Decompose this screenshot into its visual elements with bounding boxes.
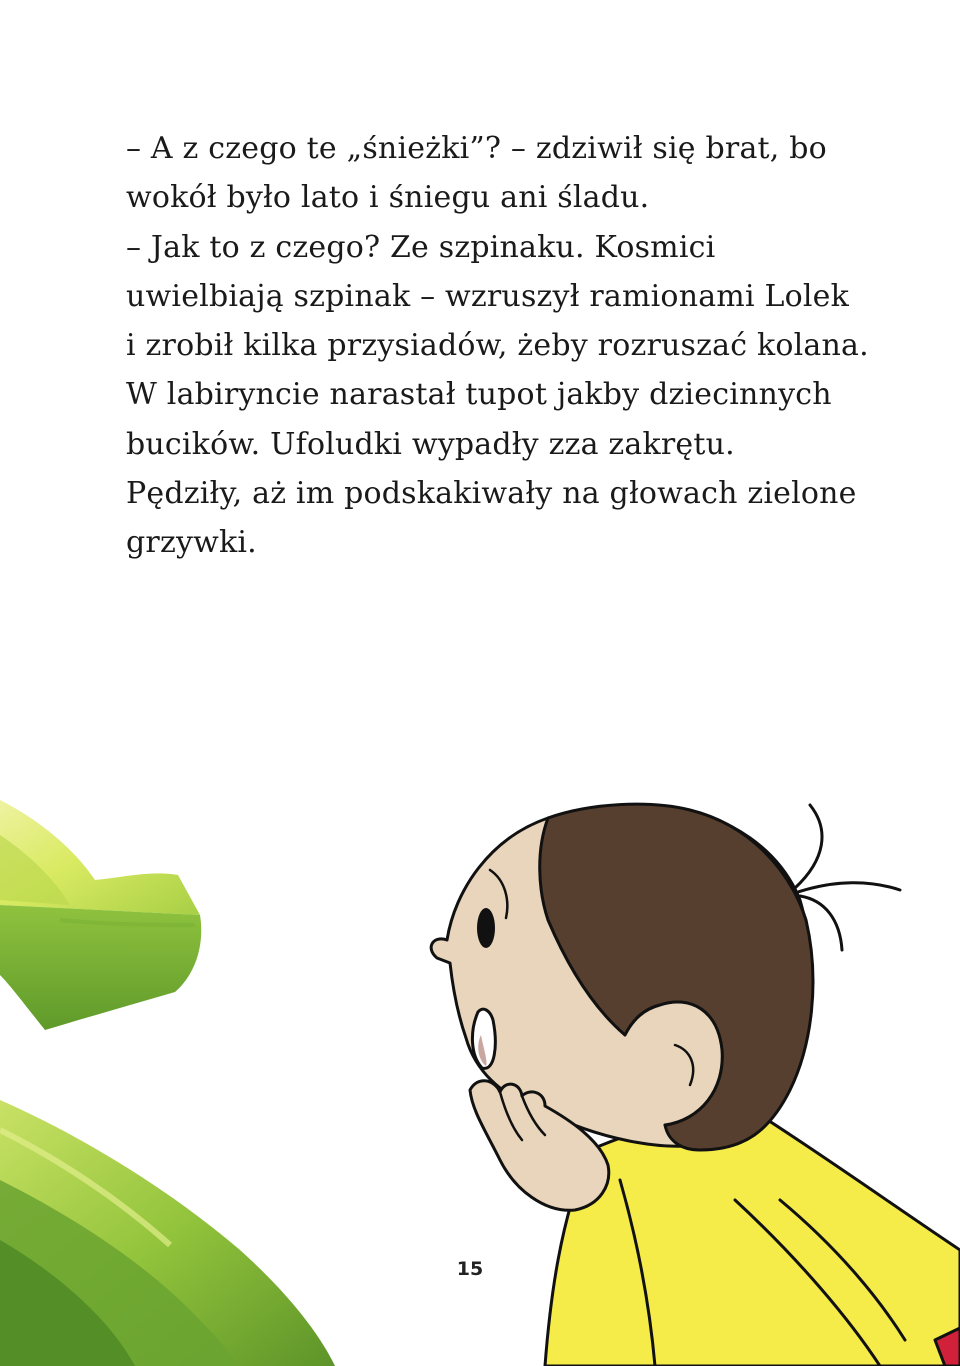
- story-line-4: uwielbiają szpinak – wzruszył ramionami Lolek: [126, 278, 849, 314]
- story-line-2: wokół było lato i śniegu ani śladu.: [126, 180, 650, 216]
- story-line-7: bucików. Ufoludki wypadły zza zakrętu.: [126, 426, 735, 462]
- lolek-character: [431, 804, 960, 1366]
- story-line-6: W labiryncie narastał tupot jakby dziecinnych: [126, 377, 832, 413]
- story-line-3: – Jak to z czego? Ze szpinaku. Kosmici: [126, 229, 716, 265]
- story-line-9: grzywki.: [126, 525, 257, 561]
- story-line-1: – A z czego te „śnieżki”? – zdziwił się brat, bo: [126, 131, 827, 166]
- page-number: 15: [456, 1258, 484, 1280]
- lolek-eye: [477, 908, 495, 948]
- lolek-hair-tuft: [795, 805, 822, 888]
- spinach-wall-lower: [0, 1100, 335, 1366]
- story-line-8: Pędziły, aż im podskakiwały na głowach zielone: [126, 476, 857, 512]
- spinach-wall-upper: [0, 800, 201, 1030]
- story-line-5: i zrobił kilka przysiadów, żeby rozruszać kolana.: [126, 328, 869, 364]
